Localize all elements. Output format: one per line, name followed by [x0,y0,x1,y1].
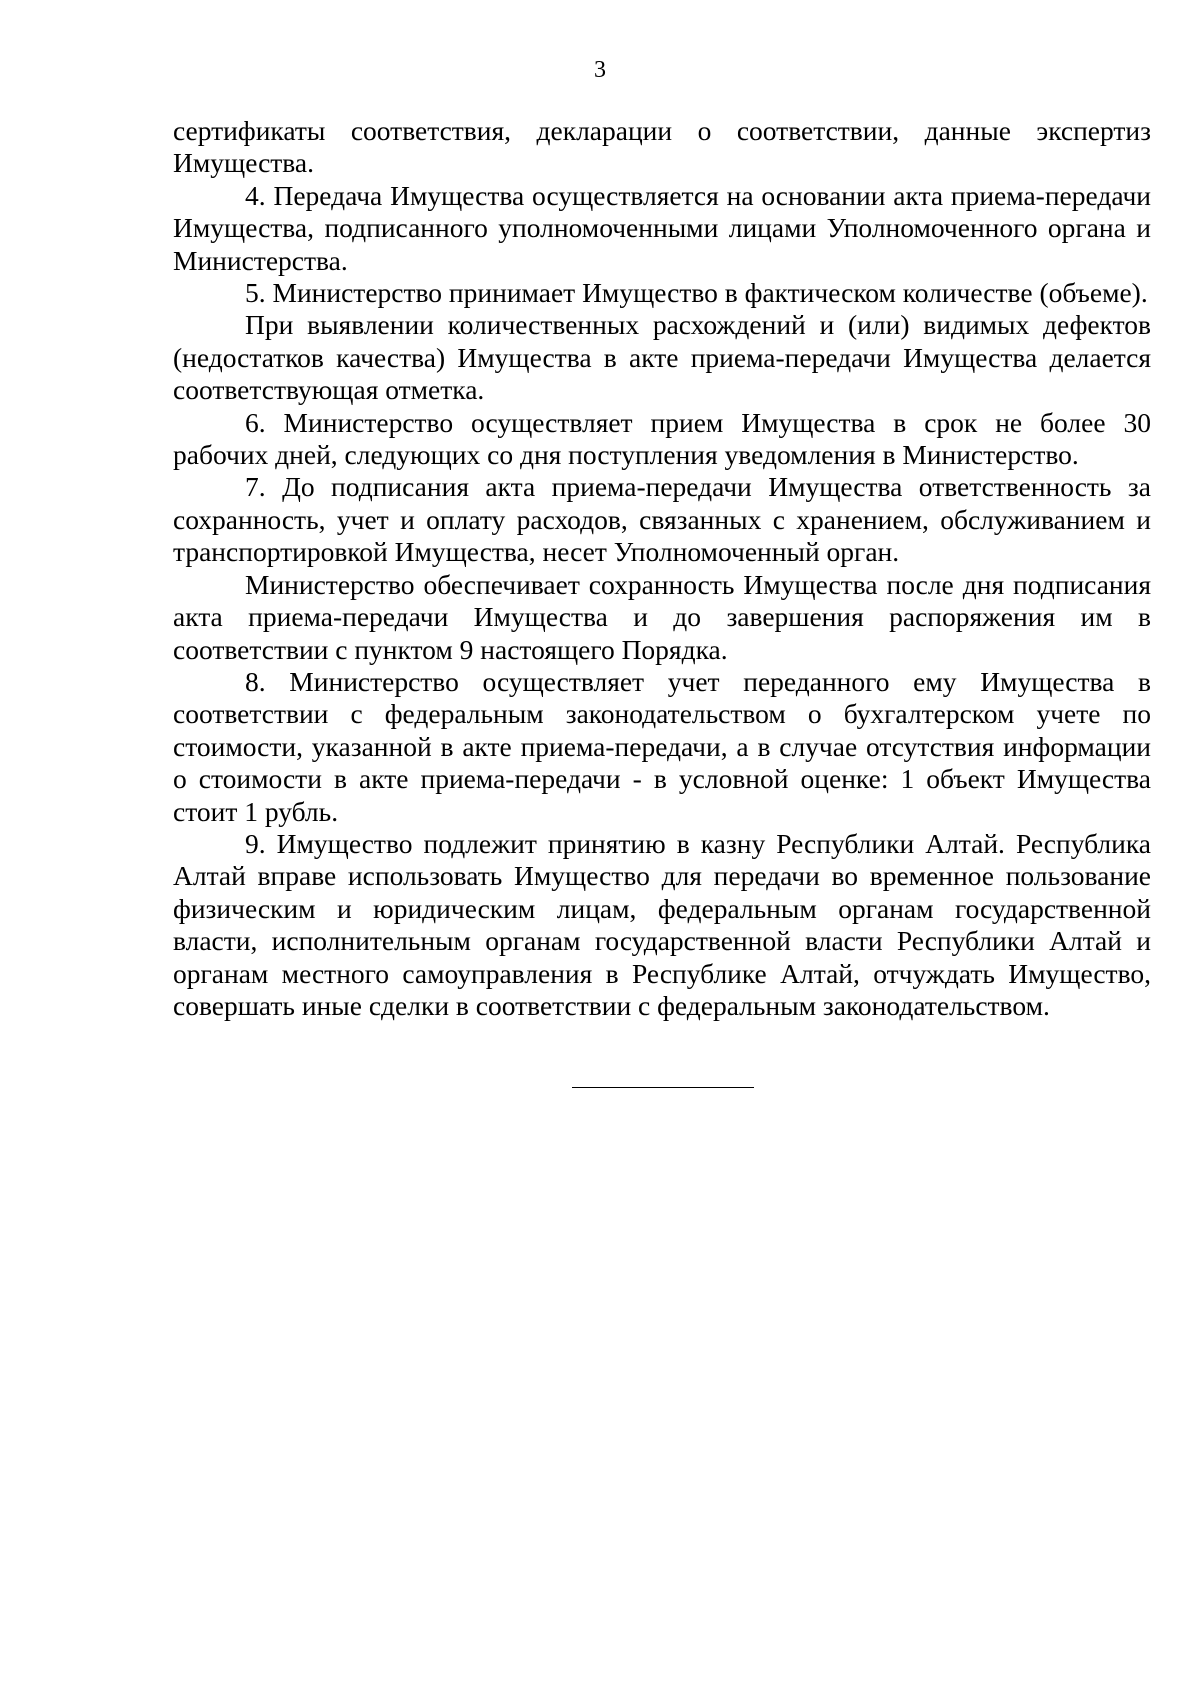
paragraph-item-9: 9. Имущество подлежит принятию в казну Республики Алтай. Республика Алтай вправе использовать Имущество для передачи во временное пользование физическим и юридическим лицам, федеральным органам государственной власти, исполнительным органам государственной власти Республики Алтай и органам местного самоуправления в Республике Алтай, отчуждать Имущество, совершать иные сделки в соответствии с федеральным законодательством. [173,827,1151,1021]
paragraph-continuation: сертификаты соответствия, декларации о соответствии, данные экспертиз Имущества. [173,115,1151,179]
page-number: 3 [594,57,606,83]
paragraph-item-7-ministry: Министерство обеспечивает сохранность Имущества после дня подписания акта приема-передачи Имущества и до завершения распоряжения им в соответствии с пунктом 9 настоящего Порядка. [173,568,1151,665]
paragraph-item-4: 4. Передача Имущества осуществляется на основании акта приема-передачи Имущества, подписанного уполномоченными лицами Уполномоченного органа и Министерства. [173,179,1151,276]
paragraph-item-7: 7. До подписания акта приема-передачи Имущества ответственность за сохранность, учет и оплату расходов, связанных с хранением, обслуживанием и транспортировкой Имущества, несет Уполномоченный орган. [173,471,1151,568]
paragraph-item-8: 8. Министерство осуществляет учет переданного ему Имущества в соответствии с федеральным законодательством о бухгалтерском учете по стоимости, указанной в акте приема-передачи, а в случае отсутствия информации о стоимости в акте приема-передачи - в условной оценке: 1 объект Имущества стоит 1 рубль. [173,665,1151,827]
document-body [173,115,1151,1022]
paragraph-item-5: 5. Министерство принимает Имущество в фактическом количестве (объеме). [245,277,1148,309]
paragraph-item-6: 6. Министерство осуществляет прием Имущества в срок не более 30 рабочих дней, следующих со дня поступления уведомления в Министерство. [173,406,1151,471]
paragraph-item-5-defects: При выявлении количественных расхождений и (или) видимых дефектов (недостатков качества) Имущества в акте приема-передачи Имущества делается соответствующая отметка. [173,309,1151,406]
end-divider-line [572,1087,754,1088]
